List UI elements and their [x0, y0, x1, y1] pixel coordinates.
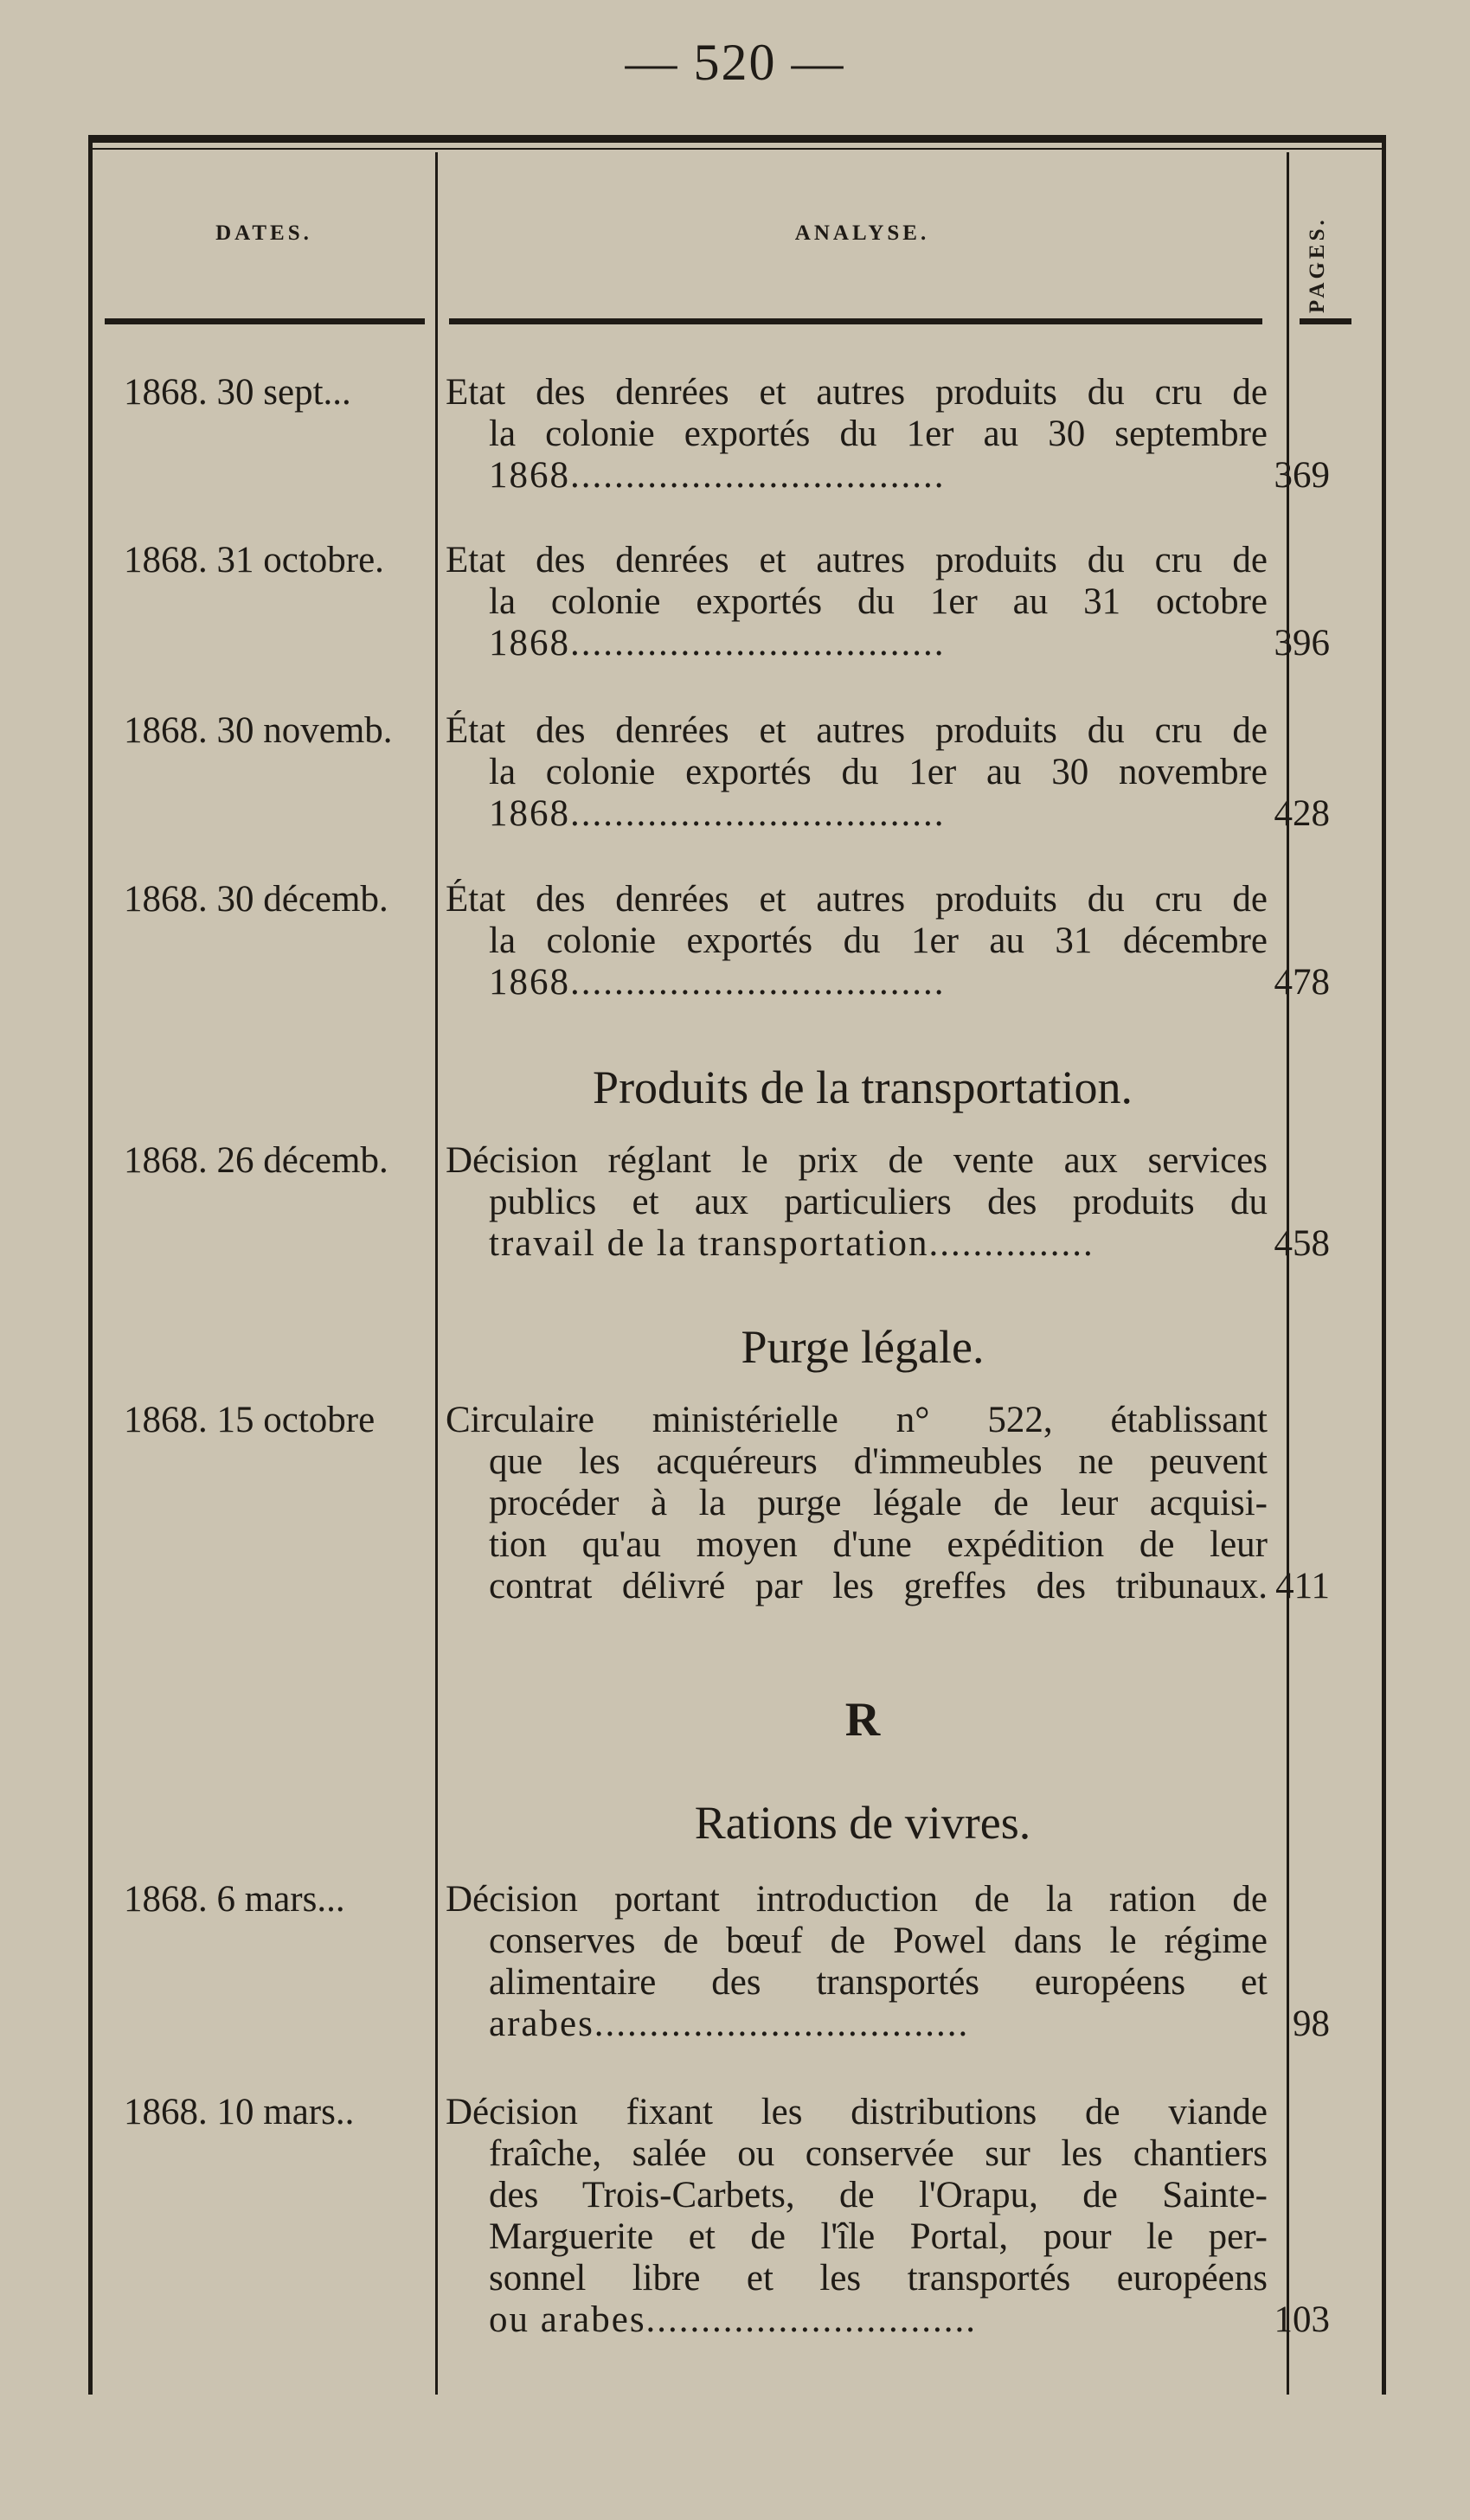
entry-line: des Trois-Carbets, de l'Orapu, de Sainte- [489, 2175, 1268, 2215]
header-pages: PAGES. [1306, 216, 1329, 313]
entry-line: Marguerite et de l'île Portal, pour le per- [489, 2216, 1268, 2257]
entry-date: 1868. 6 mars... [124, 1879, 345, 1920]
header-rule-analyse [449, 318, 1262, 324]
entry-date: 1868. 15 octobre [124, 1400, 376, 1440]
entry-line: État des denrées et autres produits du cru de [446, 710, 1268, 751]
entry-analysis [446, 1879, 1268, 2045]
entry-analysis [446, 372, 1268, 497]
entry-line: travail de la transportation............... [489, 1223, 1094, 1264]
entry-analysis [446, 540, 1268, 664]
entry-line: tion qu'au moyen d'une expédition de leur [489, 1524, 1268, 1565]
entry-page: 458 [1274, 1223, 1330, 1264]
entry-line: État des denrées et autres produits du cru de [446, 879, 1268, 920]
entry-line: ou arabes.............................. [489, 2299, 978, 2340]
entry-page: 396 [1274, 623, 1330, 664]
entry-line: publics et aux particuliers des produits du [489, 1182, 1268, 1222]
entry-date: 1868. 31 octobre. [124, 540, 384, 580]
top-rule [93, 135, 1382, 143]
entry-line: la colonie exportés du 1er au 31 décembre [489, 920, 1268, 961]
entry-page: 103 [1274, 2299, 1330, 2340]
entry-analysis [446, 710, 1268, 835]
entry-line: arabes.................................. [489, 2004, 970, 2044]
entry-line: Etat des denrées et autres produits du cru de [446, 540, 1268, 580]
entry-page: 369 [1274, 455, 1330, 496]
entry-page: 478 [1274, 962, 1330, 1003]
entry-page: 411 [1275, 1566, 1330, 1606]
entry-analysis [446, 1140, 1268, 1265]
index-table [88, 135, 1386, 2395]
entry-page: 98 [1293, 2004, 1330, 2044]
header-analyse: ANALYSE. [794, 221, 930, 245]
entry-line: Etat des denrées et autres produits du cru de [446, 372, 1268, 413]
section-letter: R [844, 1693, 881, 1747]
entry-date: 1868. 30 novemb. [124, 710, 393, 751]
entry-line: sonnel libre et les transportés européens [489, 2258, 1268, 2299]
entry-line: la colonie exportés du 1er au 30 novembre [489, 752, 1268, 792]
column-divider-dates [435, 152, 438, 2395]
entry-line: 1868.................................. [489, 793, 946, 834]
entry-analysis [446, 1400, 1268, 1607]
top-rule-thin [93, 148, 1382, 150]
entry-date: 1868. 10 mars.. [124, 2092, 355, 2132]
entry-line: 1868.................................. [489, 455, 946, 496]
entry-line: alimentaire des transportés européens et [489, 1962, 1268, 2003]
entry-analysis [446, 2092, 1268, 2341]
entry-date: 1868. 30 sept... [124, 372, 351, 413]
entry-line: Décision portant introduction de la ration de [446, 1879, 1268, 1920]
section-heading-transportation: Produits de la transportation. [593, 1061, 1133, 1113]
entry-line: la colonie exportés du 1er au 30 septembre [489, 414, 1268, 454]
header-dates: DATES. [215, 221, 312, 245]
entry-line: procéder à la purge légale de leur acquisi- [489, 1483, 1268, 1523]
entry-line: Décision réglant le prix de vente aux services [446, 1140, 1268, 1181]
entry-line: fraîche, salée ou conservée sur les chantiers [489, 2133, 1268, 2174]
header-rule-dates [105, 318, 425, 324]
entry-line: Décision fixant les distributions de viande [446, 2092, 1268, 2132]
entry-line: contrat délivré par les greffes des tribunaux. [489, 1566, 1268, 1606]
entry-line: que les acquéreurs d'immeubles ne peuvent [489, 1441, 1268, 1482]
entry-date: 1868. 30 décemb. [124, 879, 388, 920]
page-number: — 520 — [625, 34, 845, 91]
section-heading-rations: Rations de vivres. [694, 1797, 1031, 1849]
entry-date: 1868. 26 décemb. [124, 1140, 388, 1181]
entry-line: Circulaire ministérielle n° 522, établissant [446, 1400, 1268, 1440]
entry-page: 428 [1274, 793, 1330, 834]
section-heading-purge: Purge légale. [741, 1321, 985, 1373]
header-rule-pages [1300, 318, 1351, 324]
entry-line: conserves de bœuf de Powel dans le régime [489, 1920, 1268, 1961]
entry-line: 1868.................................. [489, 962, 946, 1003]
entry-analysis [446, 879, 1268, 1004]
entry-line: 1868.................................. [489, 623, 946, 664]
entry-line: la colonie exportés du 1er au 31 octobre [489, 581, 1268, 622]
